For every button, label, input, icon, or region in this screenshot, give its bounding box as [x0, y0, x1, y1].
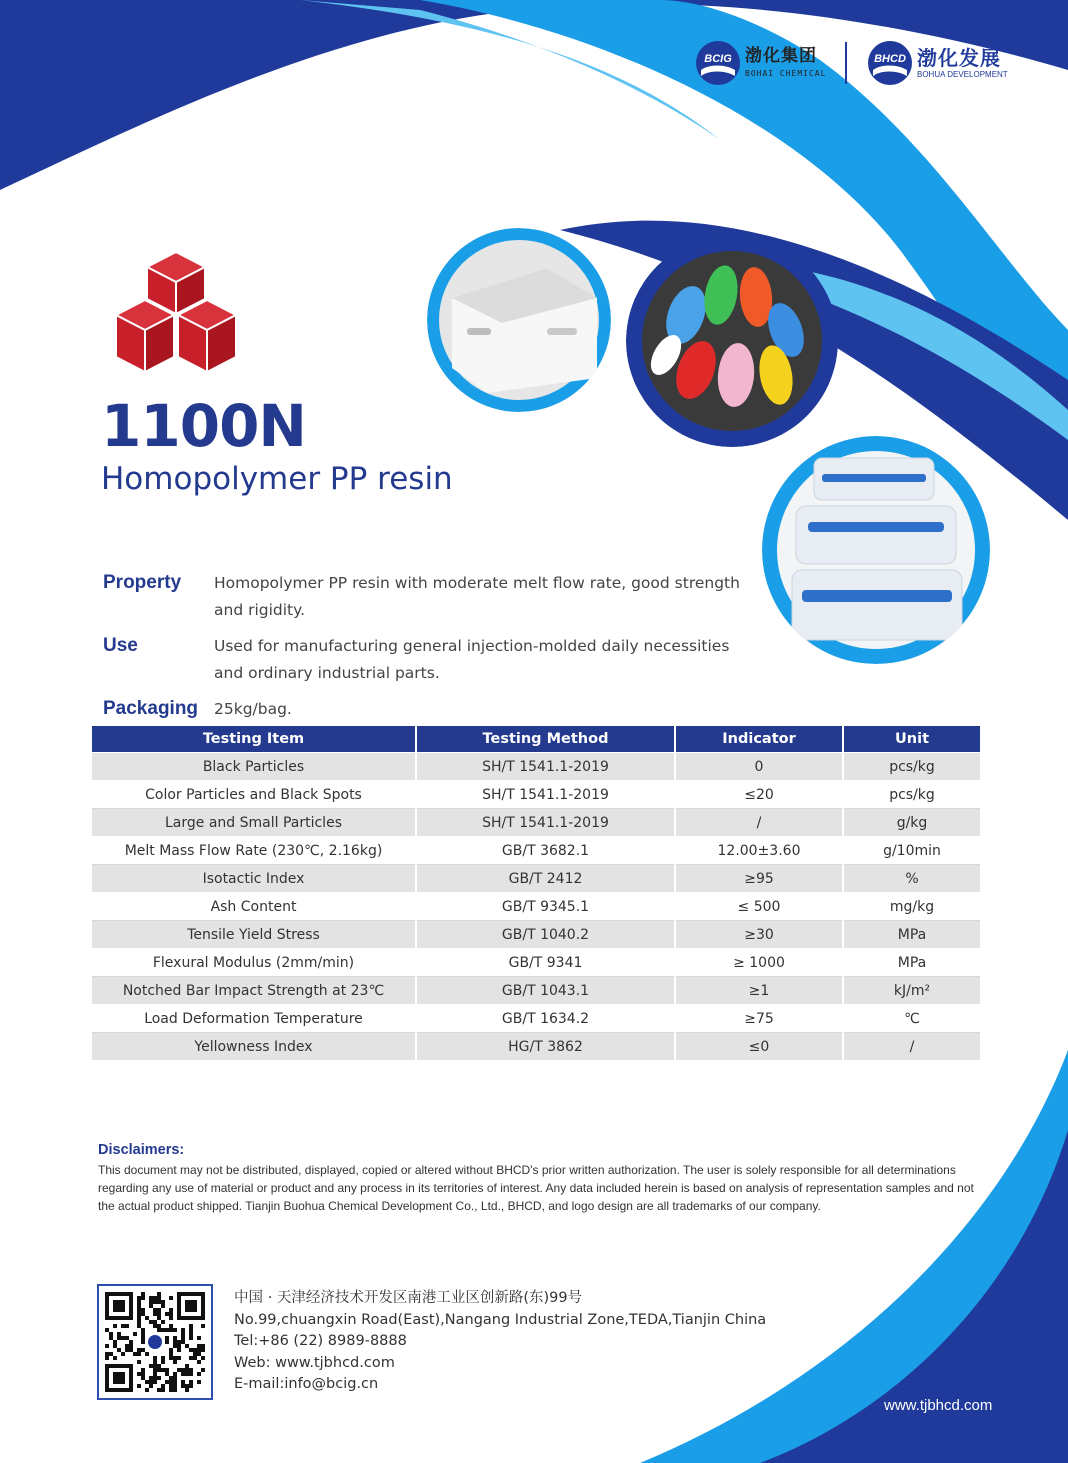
use-value: Used for manufacturing general injection-molded daily necessities and ordinary industrial parts. — [214, 637, 730, 682]
cell-item: Large and Small Particles — [92, 809, 416, 837]
address-cn: 中国 · 天津经济技术开发区南港工业区创新路(东)99号 — [234, 1290, 583, 1306]
table-row — [92, 1005, 980, 1033]
cell-item: Ash Content — [92, 893, 416, 921]
cell-method: HG/T 3862 — [416, 1033, 675, 1061]
cell-item: Isotactic Index — [92, 865, 416, 893]
packaging-label: Packaging — [103, 698, 199, 719]
toy-cars-photo — [626, 235, 838, 447]
bohua-cn-name: 渤化发展 — [917, 45, 1001, 70]
specification-table — [92, 726, 980, 1060]
cell-indicator: / — [675, 809, 843, 837]
table-row — [92, 865, 980, 893]
header-testing-method: Testing Method — [416, 726, 675, 753]
footer-website-link[interactable]: www.tjbhcd.com — [884, 1397, 993, 1414]
address-en: No.99,chuangxin Road(East),Nangang Industrial Zone,TEDA,Tianjin China — [234, 1311, 767, 1328]
product-code: 1100N — [101, 392, 306, 460]
cell-item: Tensile Yield Stress — [92, 921, 416, 949]
cell-method: GB/T 1634.2 — [416, 1005, 675, 1033]
table-row — [92, 949, 980, 977]
table-row — [92, 781, 980, 809]
cell-item: Melt Mass Flow Rate (230℃, 2.16kg) — [92, 837, 416, 865]
cell-indicator: ≤0 — [675, 1033, 843, 1061]
cell-method: GB/T 9341 — [416, 949, 675, 977]
contact-info — [234, 1288, 766, 1396]
header-testing-item: Testing Item — [92, 726, 416, 753]
bohai-chemical-logo — [695, 40, 826, 86]
cell-indicator: ≥95 — [675, 865, 843, 893]
storage-box-photo — [427, 228, 611, 412]
table-row — [92, 753, 980, 781]
packaging-row — [103, 696, 743, 723]
table-row — [92, 837, 980, 865]
cell-unit: kJ/m² — [843, 977, 980, 1005]
cell-method: GB/T 2412 — [416, 865, 675, 893]
cell-item: Color Particles and Black Spots — [92, 781, 416, 809]
table-row — [92, 921, 980, 949]
cell-unit: / — [843, 1033, 980, 1061]
cell-method: GB/T 1043.1 — [416, 977, 675, 1005]
cell-unit: pcs/kg — [843, 753, 980, 781]
brand-logos — [695, 40, 1025, 90]
cell-unit: MPa — [843, 949, 980, 977]
cell-method: SH/T 1541.1-2019 — [416, 809, 675, 837]
svg-text:BHCD: BHCD — [874, 53, 906, 65]
cell-item: Yellowness Index — [92, 1033, 416, 1061]
cell-unit: mg/kg — [843, 893, 980, 921]
svg-text:BCIG: BCIG — [704, 53, 732, 65]
cell-unit: g/10min — [843, 837, 980, 865]
disclaimer-section — [98, 1142, 978, 1215]
cell-unit: % — [843, 865, 980, 893]
bohai-en-name: BOHAI CHEMICAL — [745, 69, 827, 78]
telephone: Tel:+86 (22) 8989-8888 — [234, 1333, 407, 1349]
bohai-cn-name: 渤化集团 — [745, 46, 817, 66]
cell-unit: ℃ — [843, 1005, 980, 1033]
table-header-row — [92, 726, 980, 753]
bhcd-logo-icon — [867, 40, 913, 86]
cell-indicator: 0 — [675, 753, 843, 781]
email-address[interactable]: E-mail:info@bcig.cn — [234, 1376, 379, 1392]
cell-item: Load Deformation Temperature — [92, 1005, 416, 1033]
logo-divider — [845, 42, 847, 84]
disclaimer-text: This document may not be distributed, displayed, copied or altered without BHCD's prior written authorization. The user is solely responsible for all determinations regarding any use of material or product and any process in its territories of interest. Any data included herein is based on analysis of representation samples and not the actual product shipped. Tianjin Buohua Chemical Development Co., Ltd., BHCD, and logo design are all trademarks of our company. — [98, 1163, 974, 1213]
cell-item: Black Particles — [92, 753, 416, 781]
cell-indicator: 12.00±3.60 — [675, 837, 843, 865]
disclaimer-title: Disclaimers: — [98, 1142, 185, 1158]
cell-method: GB/T 3682.1 — [416, 837, 675, 865]
table-row — [92, 809, 980, 837]
cell-method: GB/T 1040.2 — [416, 921, 675, 949]
cell-unit: MPa — [843, 921, 980, 949]
stacked-cubes-icon — [113, 250, 239, 374]
cell-indicator: ≥1 — [675, 977, 843, 1005]
product-name: Homopolymer PP resin — [101, 461, 453, 497]
product-properties — [103, 570, 743, 732]
cell-indicator: ≤20 — [675, 781, 843, 809]
bohua-development-logo — [867, 40, 1008, 86]
table-row — [92, 893, 980, 921]
cell-method: SH/T 1541.1-2019 — [416, 781, 675, 809]
header-indicator: Indicator — [675, 726, 843, 753]
bcig-logo-icon — [695, 40, 741, 86]
cell-indicator: ≥30 — [675, 921, 843, 949]
food-containers-photo — [762, 436, 990, 664]
table-row — [92, 977, 980, 1005]
bohua-en-name: BOHUA DEVELOPMENT — [917, 69, 1008, 79]
table-row — [92, 1033, 980, 1061]
qr-code-icon — [97, 1284, 213, 1400]
web-address[interactable]: Web: www.tjbhcd.com — [234, 1354, 395, 1371]
use-row — [103, 633, 743, 687]
cell-indicator: ≥ 1000 — [675, 949, 843, 977]
cell-indicator: ≤ 500 — [675, 893, 843, 921]
property-label: Property — [103, 572, 182, 593]
header-unit: Unit — [843, 726, 980, 753]
property-row — [103, 570, 743, 624]
cell-method: SH/T 1541.1-2019 — [416, 753, 675, 781]
cell-unit: g/kg — [843, 809, 980, 837]
use-label: Use — [103, 635, 138, 656]
cell-indicator: ≥75 — [675, 1005, 843, 1033]
cell-item: Notched Bar Impact Strength at 23℃ — [92, 977, 416, 1005]
property-value: Homopolymer PP resin with moderate melt flow rate, good strength and rigidity. — [214, 574, 740, 619]
cell-method: GB/T 9345.1 — [416, 893, 675, 921]
packaging-value: 25kg/bag. — [214, 700, 292, 718]
cell-item: Flexural Modulus (2mm/min) — [92, 949, 416, 977]
cell-unit: pcs/kg — [843, 781, 980, 809]
